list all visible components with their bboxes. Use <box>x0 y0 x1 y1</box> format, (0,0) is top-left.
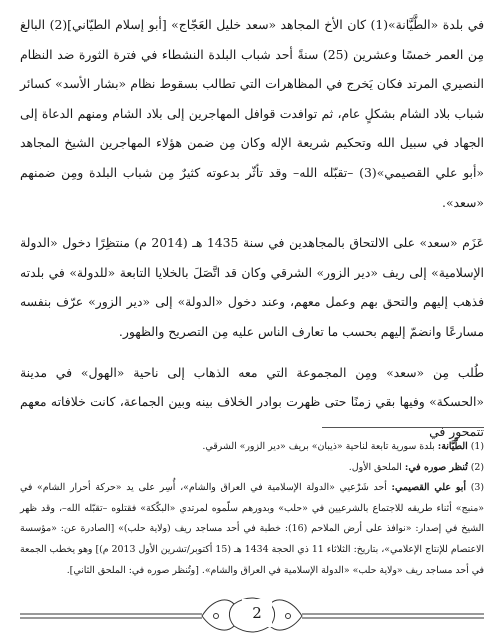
footnote-term: أبو علي القصيمي: <box>391 482 466 494</box>
page-ornament-frame <box>20 594 484 634</box>
footnote-separator <box>322 427 484 428</box>
footnote-2 <box>20 458 484 479</box>
paragraph-2: عَزَم «سعد» على الالتحاق بالمجاهدين في سنة 1435 هـ (2014 م) منتظِرًا دخول «الدولة الإسلامية» إلى ريف «دير الزور» الشرقي وكان قد اتَّصَلَ بالخلايا التابعة «للدولة» في بلدته فذهب إليهم والتحق بهم وعمل معهم، وعند دخول «الدولة» إلى «دير الزور» عرّف بنفسه مسارعًا وانضمّ إليهم بحسب ما تعارف الناس عليه مِن التصريح والظهور. <box>20 235 484 339</box>
body-text <box>20 10 484 446</box>
footnotes <box>20 437 484 581</box>
page-number: 2 <box>242 599 272 627</box>
footnote-marker: (3) <box>470 482 484 494</box>
document-page <box>20 10 484 630</box>
footnote-marker: (1) <box>470 441 484 452</box>
footnote-text: بلدة سورية تابعة لناحية «ذيبان» بريف «دير الزور» الشرقي. <box>202 441 435 452</box>
paragraph-3: طُلب مِن «سعد» ومِن المجموعة التي معه الذهاب إلى ناحية «الهول» في مدينة «الحسكة» وفيها بقي زمنًا حتى ظهرت بوادر الخلاف بينه وبين الجماعة، كانت خلافاته معهم تتمحور في <box>20 364 484 439</box>
footnote-1 <box>20 437 484 458</box>
footnote-text: الملحق الأول. <box>348 461 402 473</box>
footnote-3 <box>20 478 484 581</box>
footnote-term: تُنظر صوره في: <box>404 461 468 473</box>
paragraph-1: في بلدة «الطَّيَّانة»(1) كان الأخ المجاهد «سعد خليل العَجّاج» [أبو إسلام الطيّاني](2) البالغ مِن العمر خمسًا وعشرين (25) سنةً أحد شباب البلدة النشطاء في فترة الثورة ضد النظام النصيري المرتد فكان يَخرج في المظاهرات التي تطالب بسقوط نظام «بشار الأسد» كسائر شباب بلاد الشام بشكلٍ عام، ثم توافدت قوافل المهاجرين إلى بلاد الشام ومنهم الدعاة إلى الجهاد في سبيل الله وتحكيم شريعة الإله وكان مِن ضمن هؤلاء المهاجرين الشيخ المجاهد «أبو علي القصيمي»(3) –تقبّله الله– وقد تأثّر بدعوته كثيرٌ مِن شباب البلدة ومِن ضمنهم «سعد». <box>20 17 484 210</box>
footnote-text: أحد شَرْعيي «الدولة الإسلامية في العراق والشام»، أُسِر على يد «حركة أحرار الشام» في «منبج» أثناء طريقه للاجتماع بالشرعيين في «حلب» وبدورهم سلّموه لمرتدي «البكّكة» فقتلوه –تقبّله الله–، وقد ظهر الشيخ في إصدار: «نوافذ على أرض الملاحم (16): خطبة في أحد مساجد ريف (ولاية حلب)» [الصادرة عن: «مؤسسة الاعتصام للإنتاج الإعلامي»، بتاريخ: الثلاثاء 11 ذي الحجة 1434 هـ (15 أكتوبر/تشرين الأول 2013 م)] وهو يخطب الجمعة في أحد مساجد ريف «ولاية حلب» «الدولة الإسلامية في العراق والشام». [وتُنظر صوره في: الملحق الثاني]. <box>20 482 484 576</box>
footnote-marker: (2) <box>470 461 484 473</box>
footnote-term: الطَّيَّانة: <box>437 441 468 452</box>
